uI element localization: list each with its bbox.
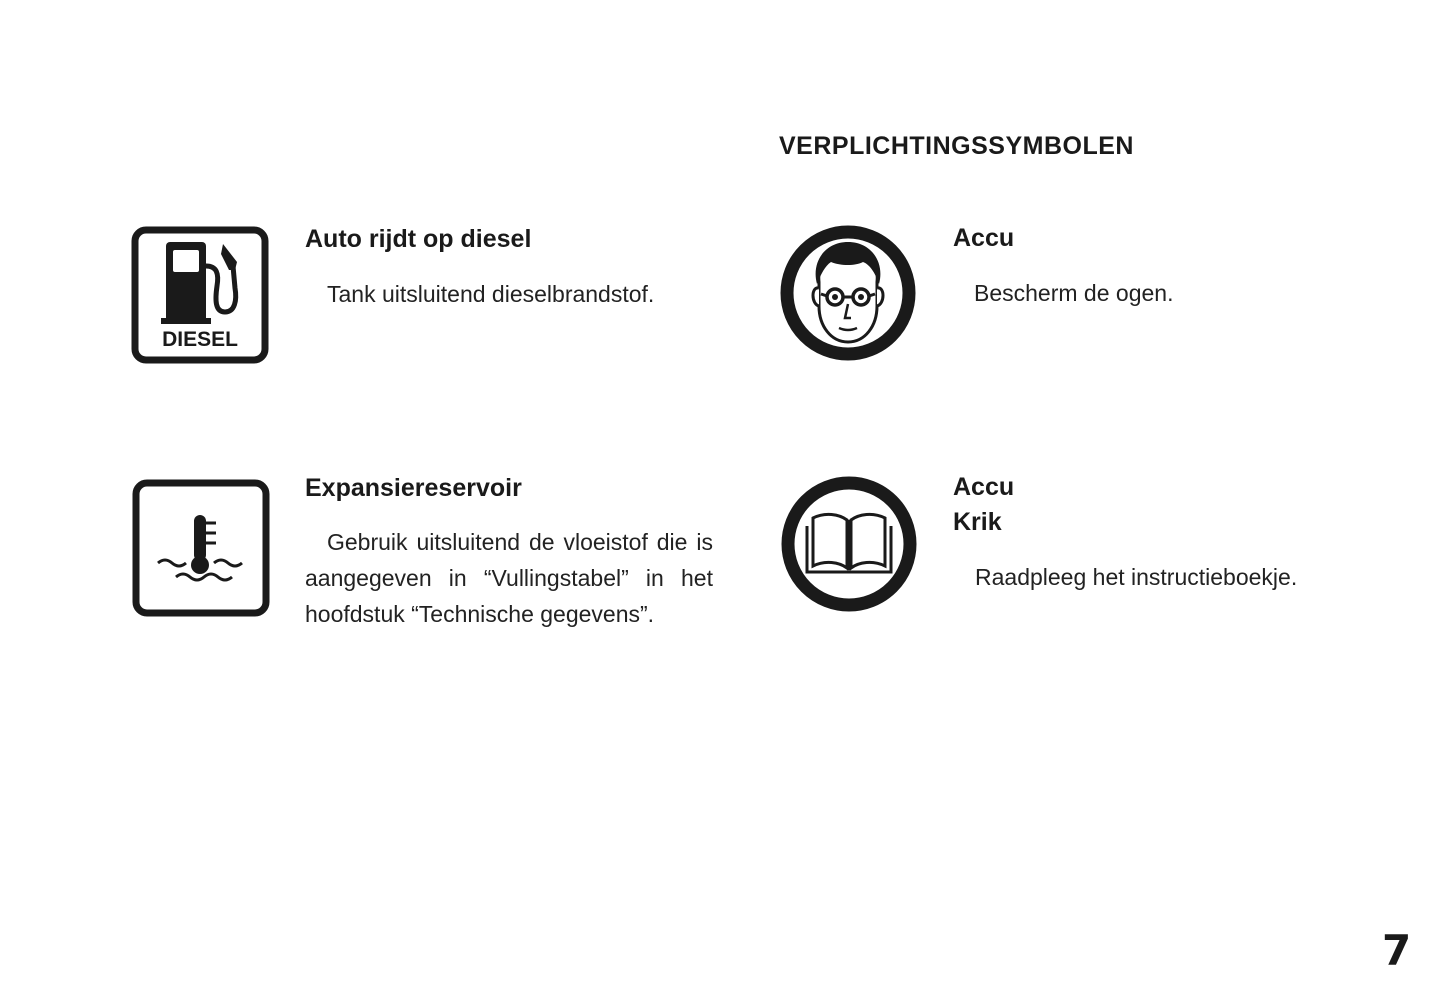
entry-text-accu-eyes: Bescherm de ogen. <box>974 280 1174 306</box>
page-number: 7 <box>1382 926 1412 975</box>
entry-title-accu-manual: Accu <box>953 473 1015 501</box>
section-heading: VERPLICHTINGSSYMBOLEN <box>779 132 1134 160</box>
read-manual-icon <box>779 474 919 614</box>
coolant-expansion-tank-icon <box>132 479 270 617</box>
entry-title-krik-manual: Krik <box>953 508 1002 536</box>
diesel-label: DIESEL <box>162 328 238 351</box>
diesel-pump-icon <box>131 226 269 364</box>
entry-title-diesel: Auto rijdt op diesel <box>305 225 532 253</box>
eye-protection-icon <box>779 222 917 364</box>
entry-text-diesel: Tank uitsluitend dieselbrandstof. <box>327 281 655 307</box>
entry-title-expansiereservoir: Expansiereservoir <box>305 474 522 502</box>
entry-text-expansiereservoir: Gebruik uitsluitend de vloeistof die is aangegeven in “Vullingstabel” in het hoofdstuk “Technische gegevens”. <box>305 529 713 627</box>
entry-text-read-manual: Raadpleeg het instructieboekje. <box>975 564 1298 590</box>
entry-title-accu-eyes: Accu <box>953 224 1015 252</box>
